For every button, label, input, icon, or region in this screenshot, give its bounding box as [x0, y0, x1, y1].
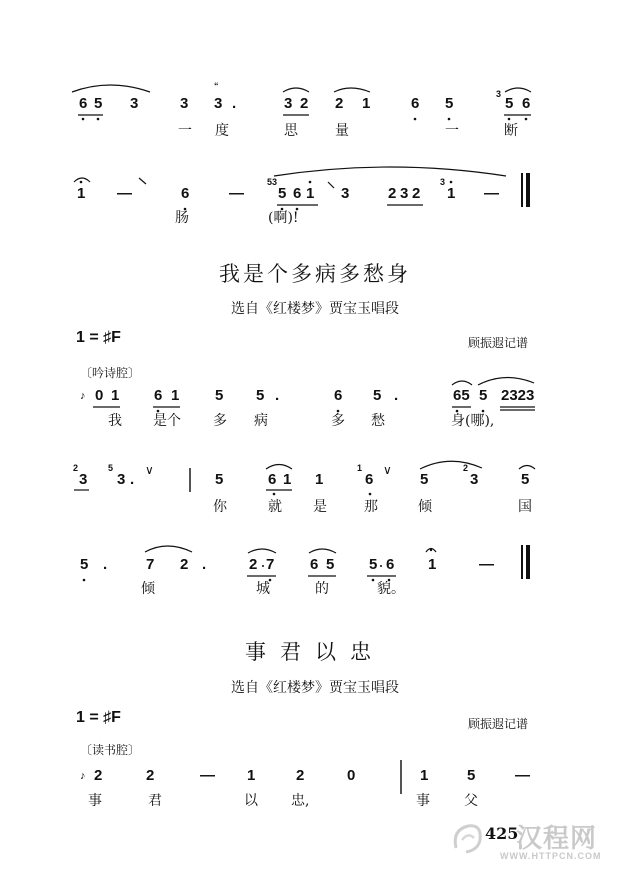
note-dot: . [232, 95, 237, 112]
tempo-mark: ♪ [80, 390, 86, 402]
tempo-mark: ♪ [80, 770, 86, 782]
grace-note: 2 [73, 463, 79, 473]
note: 1 [362, 95, 371, 112]
lyric: 君 [148, 793, 162, 809]
note: 2 [300, 95, 309, 112]
dash: — [229, 185, 244, 202]
lyric: 事 [416, 793, 430, 809]
note: 2 [180, 556, 189, 573]
note-dot: . [103, 556, 108, 573]
lyric: 度 [215, 123, 229, 139]
note: 6 [522, 95, 531, 112]
note-dot: . [202, 556, 207, 573]
note: 2 [249, 556, 258, 573]
lyric: 以 [244, 793, 258, 809]
note: 1 [171, 387, 180, 404]
grace-note: 3 [496, 89, 502, 99]
lyric: 国 [518, 499, 532, 515]
lyric: 身(哪), [451, 413, 495, 429]
note: 6 [154, 387, 163, 404]
note: 6 [181, 185, 190, 202]
dash: — [200, 767, 215, 784]
note: 1 [247, 767, 256, 784]
lyric: 是个 [153, 413, 181, 429]
note: 3 [130, 95, 139, 112]
lyric: 事 [88, 793, 102, 809]
note: 5 [256, 387, 265, 404]
lyric: 肠 [175, 210, 189, 226]
note: 6 [268, 471, 277, 488]
note: 5 [420, 471, 429, 488]
note: 3 [79, 471, 88, 488]
note: 3 [470, 471, 479, 488]
lyrics-row [0, 792, 630, 812]
note: 1 [111, 387, 120, 404]
lyric: 我 [108, 413, 122, 429]
grace-note: 1 [357, 463, 363, 473]
lyric: 忠, [291, 793, 310, 809]
key-signature: 1 = ♯F [76, 329, 121, 346]
lyric: 貌。 [377, 581, 405, 597]
song-subtitle: 选自《红楼梦》贾宝玉唱段 [231, 680, 399, 696]
page-number: 425 [485, 824, 519, 843]
score-row [0, 766, 630, 786]
note: 5 [521, 471, 530, 488]
song-title: 我是个多病多愁身 [219, 262, 411, 286]
key-signature: 1 = ♯F [76, 709, 121, 726]
lyric: (啊)! [268, 210, 299, 226]
note: 3 [341, 185, 350, 202]
watermark-logo-icon [448, 818, 488, 858]
lyric: 愁 [371, 413, 385, 429]
note: 6 [365, 471, 374, 488]
note: 1 [283, 471, 292, 488]
breath-mark: ∨ [383, 463, 392, 477]
lyric: 一 [178, 123, 192, 139]
note: 1 [420, 767, 429, 784]
lyric: 多 [331, 413, 345, 429]
note: 2 [146, 767, 155, 784]
note: 3 [117, 471, 126, 488]
note: 6 [334, 387, 343, 404]
note: 3 [400, 185, 409, 202]
note: 5 [94, 95, 103, 112]
lyric: 就 [268, 499, 282, 515]
note: 6 [310, 556, 319, 573]
note: 2 [335, 95, 344, 112]
note: 5 [215, 471, 224, 488]
note: 1 [447, 185, 456, 202]
dash: — [479, 556, 494, 573]
singing-style-tag: 〔吟诗腔〕 [80, 366, 141, 380]
dash: — [515, 767, 530, 784]
lyrics-row [0, 580, 630, 600]
note: 3 [214, 95, 223, 112]
note: 5 [278, 185, 287, 202]
note: 5 [479, 387, 488, 404]
lyric: 多 [213, 413, 227, 429]
note: 3 [284, 95, 293, 112]
lyric: 那 [364, 499, 378, 515]
note: 0 [95, 387, 104, 404]
singing-style-tag: 〔读书腔〕 [80, 743, 141, 757]
end-barline [526, 545, 530, 579]
note: 1 [428, 556, 437, 573]
note: 2 [94, 767, 103, 784]
note: 5 [373, 387, 382, 404]
note: 65 [453, 387, 470, 404]
note: 5 [215, 387, 224, 404]
note: 6 [411, 95, 420, 112]
note: 0 [347, 767, 356, 784]
note: 7 [266, 556, 275, 573]
lyric: 是 [313, 499, 327, 515]
note-dot: . [130, 471, 135, 488]
note: 5 [326, 556, 335, 573]
note: 6 [386, 556, 395, 573]
lyric: 思 [284, 123, 298, 139]
song-title: 事君以忠 [245, 640, 385, 664]
breath-mark: ∨ [145, 463, 154, 477]
note: 2 [412, 185, 421, 202]
note: 7 [146, 556, 155, 573]
note: 1 [77, 185, 86, 202]
note: 6 [79, 95, 88, 112]
barline [521, 545, 523, 579]
lyric: 城 [256, 581, 270, 597]
grace-note: 2 [463, 463, 469, 473]
note: 2 [296, 767, 305, 784]
watermark-text: 汉程网 [516, 823, 598, 853]
lyric: 你 [213, 499, 227, 515]
grace-note: 3 [440, 177, 446, 187]
transcriber-credit: 顾振遐记谱 [468, 717, 529, 731]
note: 1 [315, 471, 324, 488]
lyric: 量 [335, 123, 349, 139]
dash: — [117, 185, 132, 202]
grace-note: 53 [267, 177, 278, 187]
lyric: 病 [254, 413, 268, 429]
note: 3 [180, 95, 189, 112]
lyric: 的 [315, 581, 329, 597]
transcriber-credit: 顾振遐记谱 [468, 336, 529, 350]
note: 6 [293, 185, 302, 202]
lyric: 父 [464, 793, 478, 809]
lyric: 倾 [141, 581, 155, 597]
note: 5 [505, 95, 514, 112]
song-subtitle: 选自《红楼梦》贾宝玉唱段 [231, 301, 399, 317]
lyric: 倾 [418, 499, 432, 515]
grace-note: 5 [108, 463, 114, 473]
note: 1 [306, 185, 315, 202]
note: 5 [369, 556, 378, 573]
barline [400, 760, 402, 794]
dash: — [484, 185, 499, 202]
watermark-url: WWW.HTTPCN.COM [500, 851, 602, 861]
note-dot: . [275, 387, 280, 404]
lyric: 断 [504, 123, 518, 139]
note: 2323 [501, 387, 535, 404]
note: 5 [445, 95, 454, 112]
note: 5 [80, 556, 89, 573]
lyric: 一 [445, 123, 459, 139]
note: 2 [388, 185, 397, 202]
ornament-mark: “ [214, 81, 219, 91]
note: 5 [467, 767, 476, 784]
note-dot: . [394, 387, 399, 404]
